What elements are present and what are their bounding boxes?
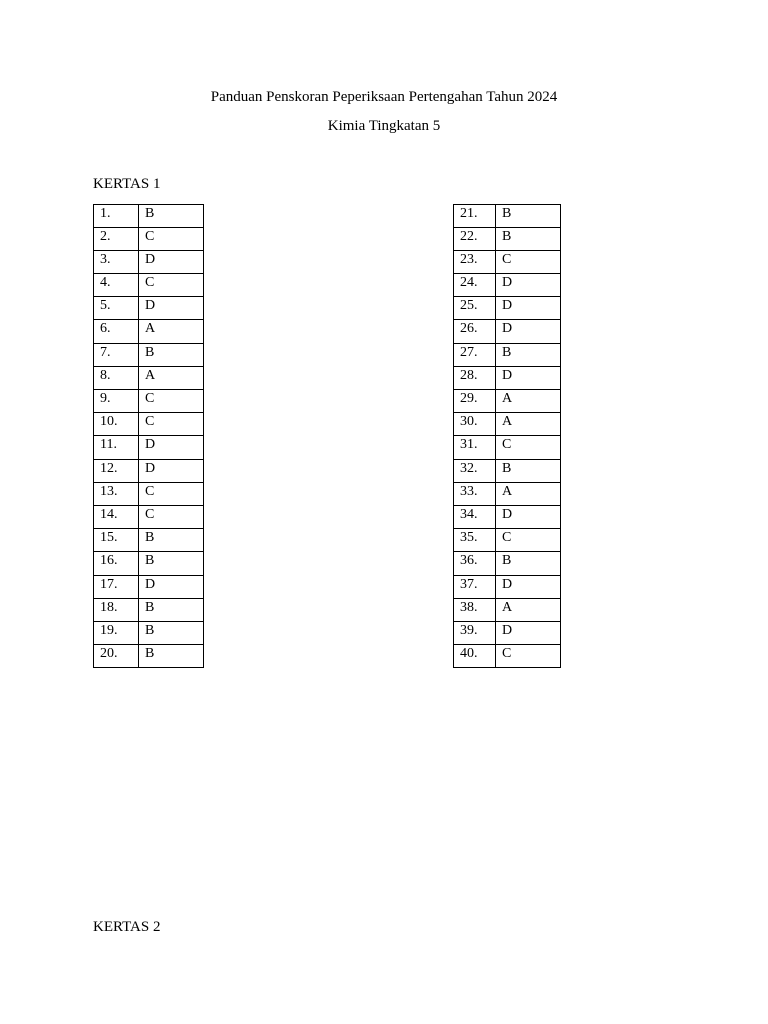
question-number: 27. [454, 343, 496, 366]
question-number: 25. [454, 297, 496, 320]
question-number: 4. [94, 274, 139, 297]
question-number: 1. [94, 204, 139, 227]
answer-letter: B [139, 343, 204, 366]
table-row [94, 390, 204, 413]
table-row [454, 645, 561, 668]
answer-letter: D [139, 297, 204, 320]
question-number: 30. [454, 413, 496, 436]
table-row [454, 552, 561, 575]
table-row [94, 552, 204, 575]
question-number: 31. [454, 436, 496, 459]
question-number: 13. [94, 482, 139, 505]
table-row [94, 575, 204, 598]
table-row [454, 390, 561, 413]
question-number: 3. [94, 250, 139, 273]
answer-letter: C [139, 390, 204, 413]
page-title: Panduan Penskoran Peperiksaan Pertengahan Tahun 2024 [210, 89, 558, 105]
answer-letter: C [139, 482, 204, 505]
answer-letter: B [496, 343, 561, 366]
table-row [94, 274, 204, 297]
table-row [94, 250, 204, 273]
question-number: 24. [454, 274, 496, 297]
answer-letter: B [139, 621, 204, 644]
answer-letter: C [139, 274, 204, 297]
answer-letter: C [496, 436, 561, 459]
answer-letter: D [496, 575, 561, 598]
question-number: 38. [454, 598, 496, 621]
table-row [94, 621, 204, 644]
table-row [454, 529, 561, 552]
answer-letter: B [139, 645, 204, 668]
answer-letter: B [139, 552, 204, 575]
table-row [94, 204, 204, 227]
question-number: 18. [94, 598, 139, 621]
answer-letter: D [496, 505, 561, 528]
page-subtitle: Kimia Tingkatan 5 [327, 118, 441, 134]
question-number: 9. [94, 390, 139, 413]
answer-letter: B [496, 204, 561, 227]
answer-letter: D [496, 320, 561, 343]
answer-table-left [93, 204, 204, 669]
answer-table-right [453, 204, 561, 669]
question-number: 5. [94, 297, 139, 320]
table-row [454, 575, 561, 598]
answer-letter: B [139, 529, 204, 552]
question-number: 14. [94, 505, 139, 528]
table-row [454, 274, 561, 297]
question-number: 29. [454, 390, 496, 413]
table-row [454, 204, 561, 227]
table-row [94, 320, 204, 343]
answer-letter: A [139, 366, 204, 389]
question-number: 16. [94, 552, 139, 575]
question-number: 8. [94, 366, 139, 389]
question-number: 40. [454, 645, 496, 668]
question-number: 2. [94, 227, 139, 250]
table-row [94, 598, 204, 621]
question-number: 32. [454, 459, 496, 482]
question-number: 26. [454, 320, 496, 343]
table-row [454, 413, 561, 436]
answer-letter: A [139, 320, 204, 343]
question-number: 11. [94, 436, 139, 459]
table-row [94, 343, 204, 366]
table-row [94, 227, 204, 250]
answer-letter: C [139, 413, 204, 436]
table-row [94, 413, 204, 436]
question-number: 12. [94, 459, 139, 482]
answer-letter: D [139, 436, 204, 459]
table-row [94, 459, 204, 482]
answer-letter: C [139, 227, 204, 250]
question-number: 17. [94, 575, 139, 598]
answer-letter: C [139, 505, 204, 528]
question-number: 19. [94, 621, 139, 644]
answer-letter: A [496, 390, 561, 413]
answer-letter: A [496, 413, 561, 436]
question-number: 28. [454, 366, 496, 389]
question-number: 10. [94, 413, 139, 436]
table-row [454, 227, 561, 250]
section-label-kertas-2: KERTAS 2 [93, 919, 161, 935]
answer-letter: D [496, 621, 561, 644]
table-row [94, 505, 204, 528]
answer-letter: D [496, 297, 561, 320]
table-row [454, 621, 561, 644]
table-row [454, 505, 561, 528]
table-row [454, 250, 561, 273]
question-number: 35. [454, 529, 496, 552]
table-row [454, 482, 561, 505]
table-row [454, 436, 561, 459]
answer-letter: D [496, 274, 561, 297]
section-label-kertas-1: KERTAS 1 [93, 176, 161, 192]
table-row [454, 366, 561, 389]
question-number: 37. [454, 575, 496, 598]
table-row [454, 598, 561, 621]
question-number: 34. [454, 505, 496, 528]
answer-letter: D [496, 366, 561, 389]
answer-letter: B [496, 227, 561, 250]
question-number: 23. [454, 250, 496, 273]
answer-letter: B [139, 204, 204, 227]
table-row [94, 645, 204, 668]
question-number: 21. [454, 204, 496, 227]
answer-letter: D [139, 250, 204, 273]
question-number: 36. [454, 552, 496, 575]
answer-letter: C [496, 250, 561, 273]
question-number: 22. [454, 227, 496, 250]
question-number: 20. [94, 645, 139, 668]
answer-letter: B [496, 459, 561, 482]
answer-letter: B [496, 552, 561, 575]
table-row [94, 297, 204, 320]
question-number: 7. [94, 343, 139, 366]
answer-letter: A [496, 598, 561, 621]
answer-letter: A [496, 482, 561, 505]
table-row [94, 529, 204, 552]
table-row [454, 343, 561, 366]
table-row [454, 297, 561, 320]
table-row [454, 320, 561, 343]
answer-letter: B [139, 598, 204, 621]
question-number: 15. [94, 529, 139, 552]
table-row [94, 436, 204, 459]
question-number: 39. [454, 621, 496, 644]
table-row [454, 459, 561, 482]
question-number: 6. [94, 320, 139, 343]
table-row [94, 482, 204, 505]
table-row [94, 366, 204, 389]
answer-letter: C [496, 645, 561, 668]
answer-letter: C [496, 529, 561, 552]
answer-letter: D [139, 459, 204, 482]
answer-letter: D [139, 575, 204, 598]
question-number: 33. [454, 482, 496, 505]
